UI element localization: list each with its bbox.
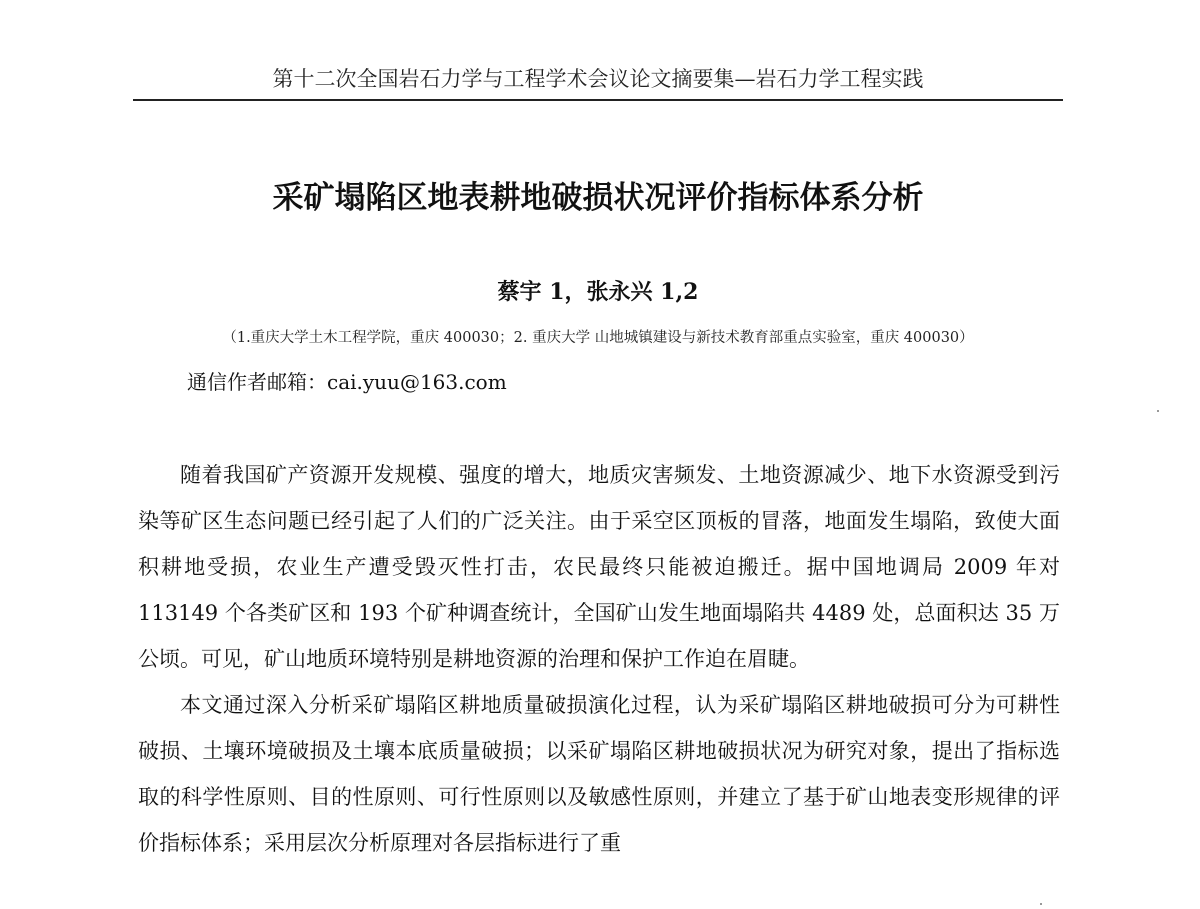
paper-affiliation: （1.重庆大学土木工程学院，重庆 400030；2. 重庆大学 山地城镇建设与新技术教育部重点实验室，重庆 400030） bbox=[222, 330, 974, 346]
body-paragraph-1: 随着我国矿产资源开发规模、强度的增大，地质灾害频发、土地资源减少、地下水资源受到污染等矿区生态问题已经引起了人们的广泛关注。由于采空区顶板的冒落，地面发生塌陷，致使大面积耕地受损，农业生产遭受毁灭性打击，农民最终只能被迫搬迁。据中国地调局 2009 年对 113149 个各类矿区和 193 个矿种调查统计，全国矿山发生地面塌陷共 4489 处，总面积达 35 万公顷。可见，矿山地质环境特别是耕地资源的治理和保护工作迫在眉睫。 bbox=[138, 463, 1060, 671]
corresponding-email-line bbox=[187, 366, 507, 398]
paper-authors: 蔡宇 1，张永兴 1,2 bbox=[497, 279, 699, 305]
email-label: 通信作者邮箱： bbox=[187, 370, 327, 394]
body-paragraph-2: 本文通过深入分析采矿塌陷区耕地质量破损演化过程，认为采矿塌陷区耕地破损可分为可耕性破损、土壤环境破损及土壤本底质量破损；以采矿塌陷区耕地破损状况为研究对象，提出了指标选取的科学性原则、目的性原则、可行性原则以及敏感性原则，并建立了基于矿山地表变形规律的评价指标体系；采用层次分析原理对各层指标进行了重 bbox=[138, 693, 1060, 855]
scan-speck bbox=[1040, 903, 1042, 905]
paper-title: 采矿塌陷区地表耕地破损状况评价指标体系分析 bbox=[272, 180, 924, 216]
header-rule bbox=[133, 99, 1063, 101]
email-address: cai.yuu@163.com bbox=[327, 370, 507, 394]
abstract-body bbox=[138, 452, 1060, 866]
running-header: 第十二次全国岩石力学与工程学术会议论文摘要集—岩石力学工程实践 bbox=[272, 67, 924, 91]
scan-speck bbox=[1157, 410, 1159, 412]
